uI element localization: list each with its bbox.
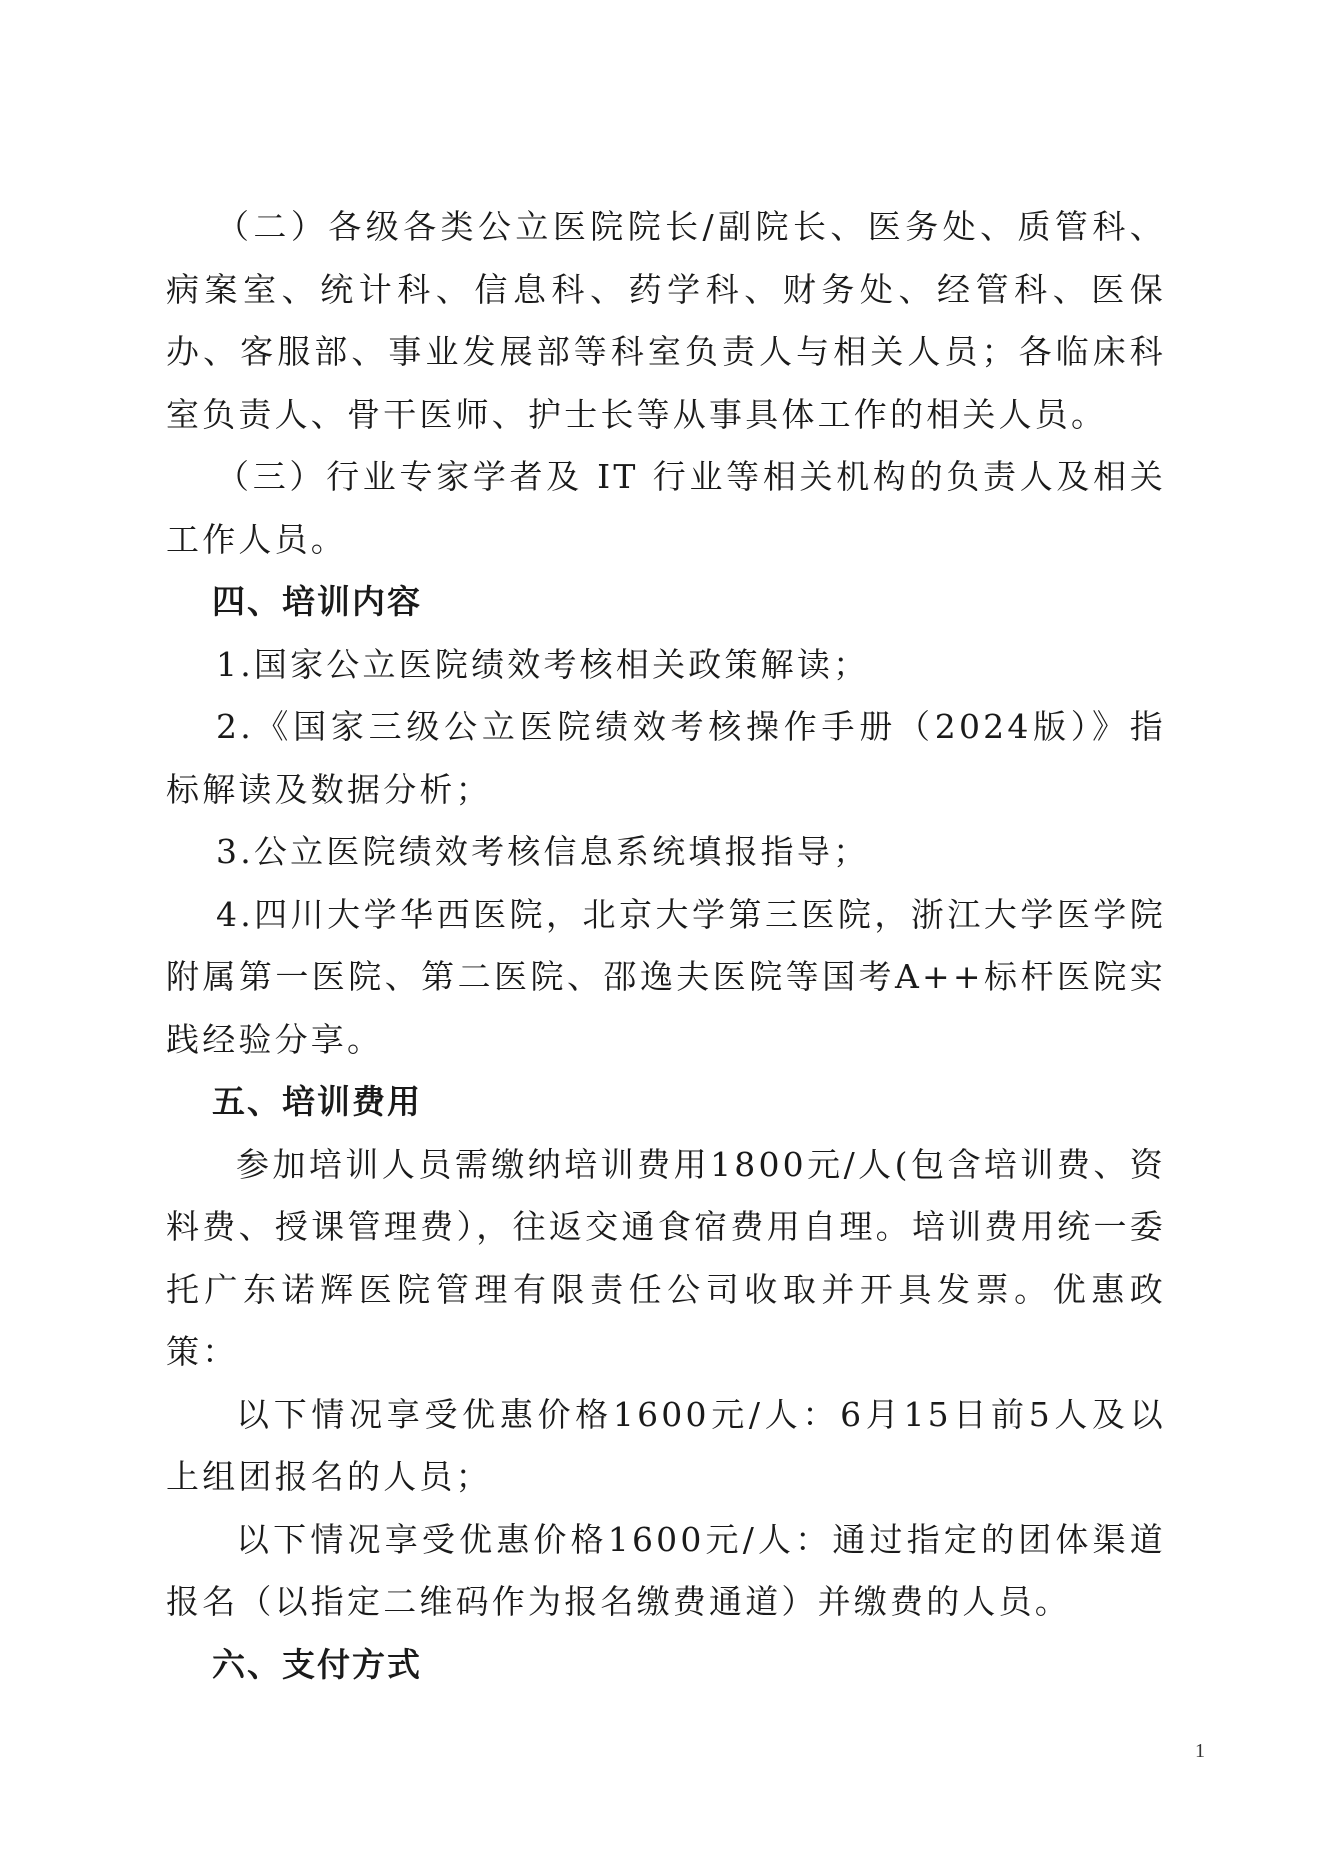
list-item-content-1: 1.国家公立医院绩效考核相关政策解读； bbox=[216, 644, 870, 684]
section-heading-training-fee: 五、培训费用 bbox=[212, 1082, 422, 1121]
paragraph-discount-channel: 以下情况享受优惠价格1600元/人：通过指定的团体渠道报名（以指定二维码作为报名缴费通道）并缴费的人员。 bbox=[166, 1519, 1166, 1621]
list-item-content-3: 3.公立医院绩效考核信息系统填报指导； bbox=[216, 832, 870, 871]
document-body bbox=[166, 196, 1166, 1696]
list-item-content-4: 4.四川大学华西医院，北京大学第三医院，浙江大学医学院附属第一医院、第二医院、邵逸夫医院等国考A++标杆医院实践经验分享。 bbox=[166, 894, 1166, 1059]
section-heading-payment-method: 六、支付方式 bbox=[212, 1644, 422, 1684]
paragraph-discount-group: 以下情况享受优惠价格1600元/人：6月15日前5人及以上组团报名的人员； bbox=[166, 1394, 1166, 1496]
paragraph-fee-details: 参加培训人员需缴纳培训费用1800元/人(包含培训费、资料费、授课管理费），往返交通食宿费用自理。培训费用统一委托广东诺辉医院管理有限责任公司收取并开具发票。优惠政策： bbox=[166, 1144, 1166, 1371]
paragraph-participants-experts: （三）行业专家学者及 IT 行业等相关机构的负责人及相关工作人员。 bbox=[166, 457, 1166, 559]
page-number: 1 bbox=[1195, 1740, 1205, 1762]
section-heading-training-content: 四、培训内容 bbox=[212, 582, 422, 621]
paragraph-participants-hospital: （二）各级各类公立医院院长/副院长、医务处、质管科、病案室、统计科、信息科、药学科、财务处、经管科、医保办、客服部、事业发展部等科室负责人与相关人员；各临床科室负责人、骨干医师、护士长等从事具体工作的相关人员。 bbox=[166, 207, 1166, 434]
list-item-content-2: 2.《国家三级公立医院绩效考核操作手册（2024版）》指标解读及数据分析； bbox=[166, 707, 1166, 809]
